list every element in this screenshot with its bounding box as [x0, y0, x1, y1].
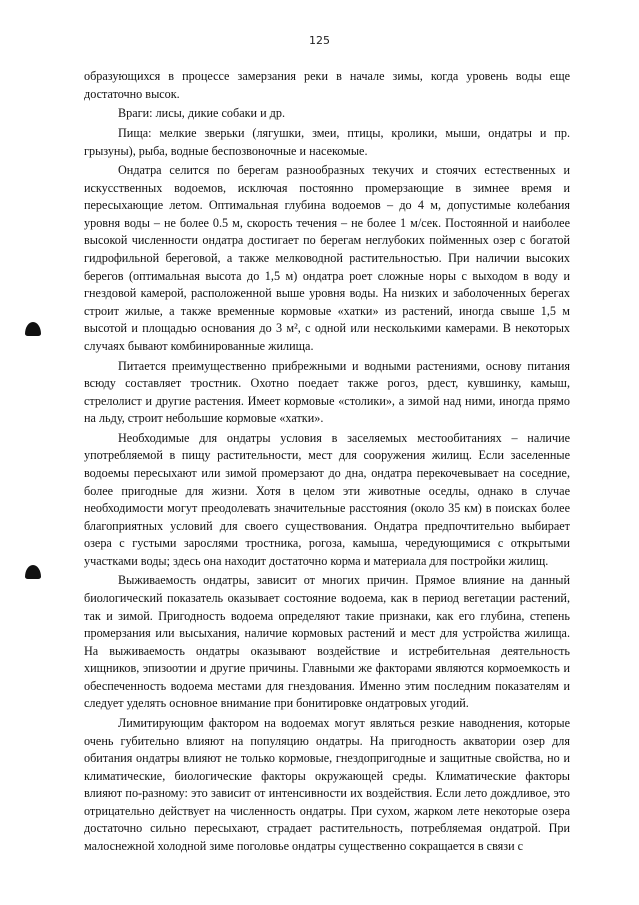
body-text [84, 68, 570, 858]
paragraph: Пища: мелкие зверьки (лягушки, змеи, птицы, кролики, мыши, ондатры и пр. грызуны), рыба, водные беспозвоночные и насекомые. [84, 126, 570, 158]
binding-hole-mark [25, 565, 41, 579]
paragraph: Лимитирующим фактором на водоемах могут являться резкие наводнения, которые очень губительно влияют на популяцию ондатры. На пригодность акватории озер для обитания ондатры влияют не только кормовые, гнездопригодные и защитные свойства, но и климатические, биологические факторы окружающей среды. Климатические факторы влияют по-разному: это зависит от интенсивности их воздействия. Если лето дождливое, это отрицательно действует на численность ондатры. При сухом, жарком лете некоторые озера достаточно сильно пересыхают, страдает растительность, потребляемая ондатрой. При малоснежной холодной зиме поголовье ондатры существенно сокращается в связи с [84, 716, 570, 853]
paragraph: образующихся в процессе замерзания реки в начале зимы, когда уровень воды еще достаточно высок. [84, 69, 570, 101]
page-number: 125 [309, 34, 330, 47]
paragraph: Питается преимущественно прибрежными и водными растениями, основу питания всюду составляет тростник. Охотно поедает также рогоз, рдест, кувшинку, камыш, стрелолист и другие растения. Имеет кормовые «столики», а зимой над ними, иногда прямо на льду, строит небольшие кормовые «хатки». [84, 358, 570, 426]
paragraph: Выживаемость ондатры, зависит от многих причин. Прямое влияние на данный биологический показатель оказывает состояние водоема, как в период вегетации растений, так и зимой. Пригодность водоема определяют такие признаки, как его глубина, степень промерзания или высыхания, наличие кормовых растений и мест для устройства жилища. На выживаемость ондатры оказывают воздействие и истребительная деятельность хищников, эпизоотии и другие причины. Главными же факторами являются кормоемкость и обеспеченность водоема местами для гнездования. Именно этим последним показателям и следует уделять основное внимание при бонитировке ондатровых угодий. [84, 573, 570, 711]
paragraph: Враги: лисы, дикие собаки и др. [118, 106, 286, 121]
paragraph: Ондатра селится по берегам разнообразных текучих и стоячих естественных и искусственных водоемов, исключая постоянно промерзающие в зимнее время и пересыхающие летом. Оптимальная глубина водоемов – до 4 м, допустимые колебания уровня воды – не более 0.5 м, скорость течения – не более 1 м/сек. Постоянной и наиболее высокой численности ондатра достигает по берегам неглубоких пойменных озер с богатой гидрофильной береговой, а также мелководной растительностью. При наличии высоких берегов (оптимальная высота до 1,5 м) ондатра роет сложные норы с выходом в воду и гнездовой камерой, расположенной выше уровня воды. На низких и заболоченных берегах строит жилые, а также временные кормовые «хатки» из растений, иногда свыше 1,5 м высотой и площадью основания до 3 м², с одной или несколькими камерами. В некоторых случаях бывают комбинированные жилища. [84, 163, 570, 353]
paragraph: Необходимые для ондатры условия в заселяемых местообитаниях – наличие употребляемой в пищу растительности, мест для сооружения жилищ. Если заселенные водоемы пересыхают или зимой промерзают до дна, ондатра перекочевывает на соседние, более пригодные для жизни. Хотя в целом эти животные оседлы, однако в случае необходимости могут преодолевать значительные расстояния (около 35 км) в поисках более благоприятных условий для своего существования. Ондатра предпочтительно выбирает озера с густыми зарослями тростника, рогоза, камыша, чередующимися с открытыми участками воды; здесь она находит достаточно корма и материала для постройки жилищ. [84, 430, 570, 568]
binding-hole-mark [25, 322, 41, 336]
